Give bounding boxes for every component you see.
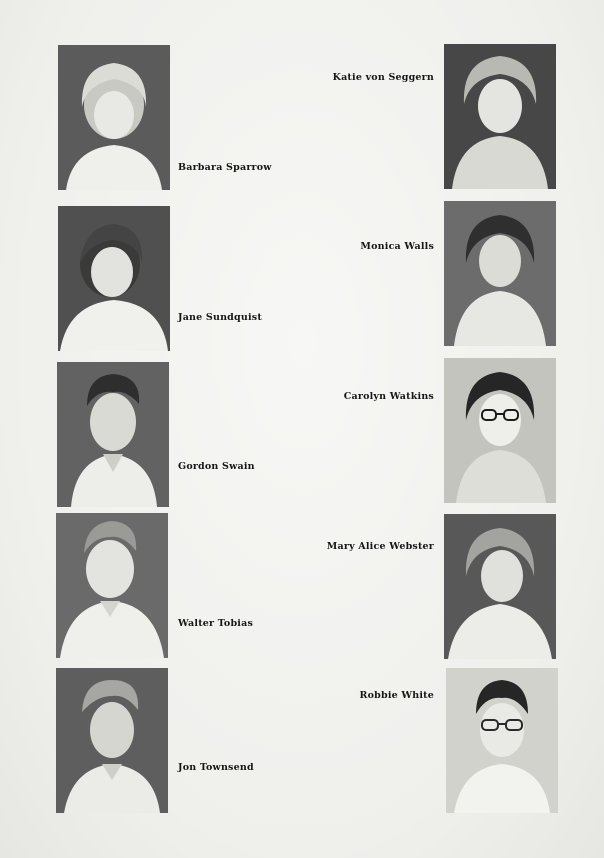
portrait-boy-glasses-icon (446, 668, 558, 813)
photo-jon-townsend (56, 668, 168, 813)
portrait-boy-icon (57, 362, 169, 507)
photo-robbie-white (446, 668, 558, 813)
name-label: Jon Townsend (178, 762, 254, 773)
portrait-girl-icon (58, 206, 170, 351)
portrait-girl-icon (444, 201, 556, 346)
name-label: Jane Sundquist (178, 312, 262, 323)
portrait-girl-icon (444, 514, 556, 659)
portrait-girl-glasses-icon (444, 358, 556, 503)
photo-katie-von-seggern (444, 44, 556, 189)
name-label: Monica Walls (360, 241, 434, 252)
photo-carolyn-watkins (444, 358, 556, 503)
name-label: Carolyn Watkins (343, 391, 434, 402)
photo-barbara-sparrow (58, 45, 170, 190)
photo-mary-alice-webster (444, 514, 556, 659)
portrait-boy-icon (56, 513, 168, 658)
photo-walter-tobias (56, 513, 168, 658)
portrait-boy-icon (56, 668, 168, 813)
name-label: Mary Alice Webster (326, 541, 434, 552)
name-label: Gordon Swain (178, 461, 255, 472)
portrait-girl-icon (58, 45, 170, 190)
name-label: Barbara Sparrow (178, 162, 272, 173)
photo-monica-walls (444, 201, 556, 346)
photo-gordon-swain (57, 362, 169, 507)
portrait-girl-icon (444, 44, 556, 189)
name-label: Katie von Seggern (332, 72, 434, 83)
photo-jane-sundquist (58, 206, 170, 351)
name-label: Robbie White (359, 690, 434, 701)
name-label: Walter Tobias (178, 618, 254, 629)
